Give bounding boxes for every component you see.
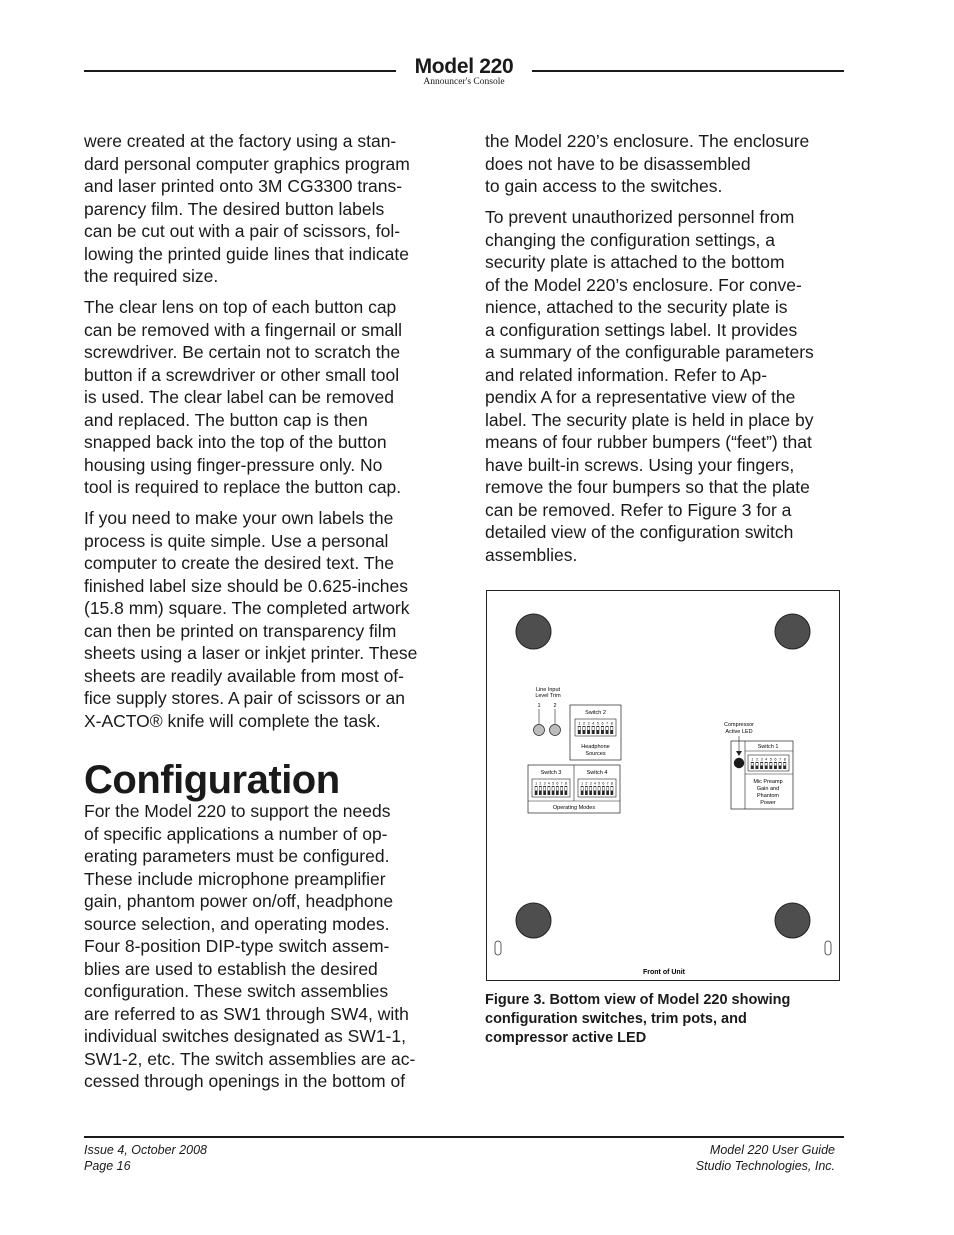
footer-right [696,1143,835,1174]
dip-toggle-knob [611,787,613,791]
dip-position-number: 5 [596,721,599,726]
dip-position-number: 2 [539,781,542,786]
dip-position-number: 1 [535,781,538,786]
dip-toggle-knob [607,787,609,791]
body-paragraph: To prevent unauthorized personnel from changing the configuration settings, a security plate is attached to the bottom of the Model 220’s enclosure. For conve- nience, attached to the security plate is a configuration settings label. It provides a summary of the configurable parameters and related information. Refer to Ap- pendix A for a representative view of the label. The security plate is held in place by means of four rubber bumpers (“feet”) that have built-in screws. Using your fingers, remove the four bumpers so that the plate can be removed. Refer to Figure 3 for a detailed view of the configuration switch assemblies. [485,207,814,565]
dip-position-number: 7 [560,781,563,786]
switch-1-caption-3: Phantom [756,793,780,799]
dip-position-number: 1 [578,721,581,726]
dip-toggle-knob [761,763,763,766]
dip-toggle-knob [548,787,550,791]
dip-toggle-knob [784,763,786,766]
footer-rule [84,1136,844,1138]
dip-toggle-knob [770,763,772,766]
dip-position-number: 4 [547,781,550,786]
dip-position-number: 4 [592,721,595,726]
dip-position-number: 5 [598,781,601,786]
dip-position-number: 2 [582,721,585,726]
footer-guide-title: Model 220 User Guide [709,1143,835,1157]
dip-position-number: 8 [610,721,613,726]
footer-issue: Issue 4, October 2008 [84,1143,207,1157]
dip-toggle-knob [592,727,594,730]
compressor-label-2: Active LED [725,729,753,735]
dip-toggle-knob [774,763,776,766]
dip-toggle-knob [590,787,592,791]
switch-2-caption-1: Headphone [581,744,610,750]
dip-toggle-knob [581,787,583,791]
switch-1-caption-1: Mic Preamp [753,779,783,785]
dip-toggle-knob [601,727,603,730]
line-input-label-1: Line Input [535,687,561,693]
dip-toggle-knob [611,727,613,730]
footer-company: Studio Technologies, Inc. [695,1158,835,1173]
compressor-active-led [734,758,744,768]
dip-position-number: 2 [755,757,758,762]
dip-position-number: 6 [602,781,605,786]
switch-1-caption-2: Gain and [756,786,780,792]
section-heading: Configuration [84,758,340,802]
dip-toggle-knob [552,787,554,791]
compressor-label-1: Compressor [724,722,754,728]
dip-toggle-knob [535,787,537,791]
dip-position-number: 3 [760,757,763,762]
dip-position-number: 6 [556,781,559,786]
dip-toggle-knob [565,787,567,791]
dip-position-number: 6 [601,721,604,726]
left-column [84,130,444,1101]
dip-toggle-knob [585,787,587,791]
dip-toggle-knob [561,787,563,791]
slot-hole-left [495,941,501,955]
dip-position-number: 6 [774,757,777,762]
slot-hole-right [825,941,831,955]
dip-position-number: 5 [769,757,772,762]
switch-2-assembly [570,705,621,760]
dip-position-number: 4 [765,757,768,762]
dip-position-number: 7 [779,757,782,762]
trim-number-1: 1 [537,703,541,709]
dip-position-number: 4 [593,781,596,786]
trim-pot-2 [550,725,561,736]
operating-modes-label: Operating Modes [552,805,596,811]
dip-toggle-knob [588,727,590,730]
dip-toggle-knob [594,787,596,791]
switch-3-4-assembly [528,765,620,813]
body-paragraph: For the Model 220 to support the needs of specific applications a number of op- erating parameters must be configured. These include microphone preamplifier gain, phantom power on/off, headphone source selection, and operating modes. Four 8-position DIP-type switch assem- blies are used to establish the desired configuration. These switch assemblies are referred to as SW1 through SW4, with individual switches designated as SW1-1, SW1-2, etc. The switch assemblies are ac- cessed through openings in the bottom of [84,801,416,1091]
figure-bottom-view [486,590,840,981]
rubber-bumper-top-right [775,614,810,649]
body-paragraph: If you need to make your own labels the process is quite simple. Use a personal computer to create the desired text. The finished label size should be 0.625-inches (15.8 mm) square. The completed artwork can then be printed on transparency film sheets using a laser or inkjet printer. These sheets are readily available from most of- fice supply stores. A pair of scissors or an X-ACTO® knife will complete the task. [84,508,418,731]
figure-diagram [487,591,841,982]
right-column [485,130,847,575]
dip-toggle-knob [556,787,558,791]
dip-toggle-knob [578,727,580,730]
body-paragraph: the Model 220’s enclosure. The enclosure does not have to be disassembled to gain access to the switches. [485,131,810,196]
dip-position-number: 5 [552,781,555,786]
footer-left [84,1143,207,1174]
dip-position-number: 7 [606,781,609,786]
brand-logo [404,56,524,87]
front-of-unit-label: Front of Unit [643,969,685,976]
dip-toggle-knob [539,787,541,791]
dip-toggle-knob [602,787,604,791]
dip-toggle-knob [544,787,546,791]
trim-pot-1 [534,725,545,736]
line-input-label-2: Level Trim [535,693,561,699]
figure-caption: Figure 3. Bottom view of Model 220 showing configuration switches, trim pots, and compressor active LED [485,992,791,1046]
body-paragraph: The clear lens on top of each button cap can be removed with a fingernail or small screwdriver. Be certain not to scratch the button if a screwdriver or other small tool is used. The clear label can be removed and replaced. The button cap is then snapped back into the top of the button housing using finger-pressure only. No tool is required to replace the button cap. [84,297,403,497]
switch-1-title: Switch 1 [757,744,779,750]
switch-2-caption-2: Sources [585,751,606,757]
brand-subtitle: Announcer's Console [423,77,505,87]
dip-toggle-knob [598,787,600,791]
switch-1-caption-4: Power [760,800,776,806]
header-rule-left [84,70,396,72]
dip-toggle-knob [751,763,753,766]
header-rule-right [532,70,844,72]
body-paragraph: were created at the factory using a stan- dard personal computer graphics program and laser printed onto 3M CG3300 trans- parency film. The desired button labels can be cut out with a pair of scissors, fol- lowing the printed guide lines that indicate the required size. [84,131,410,286]
dip-toggle-knob [597,727,599,730]
footer-page-number: Page 16 [84,1158,131,1173]
dip-position-number: 3 [587,721,590,726]
dip-toggle-knob [756,763,758,766]
dip-position-number: 3 [543,781,546,786]
dip-position-number: 8 [564,781,567,786]
dip-position-number: 1 [751,757,754,762]
switch-4-title: Switch 4 [586,770,608,776]
dip-toggle-knob [779,763,781,766]
dip-position-number: 8 [610,781,613,786]
dip-position-number: 3 [589,781,592,786]
dip-toggle-knob [765,763,767,766]
dip-toggle-knob [606,727,608,730]
rubber-bumper-bottom-left [516,903,551,938]
switch-2-title: Switch 2 [585,710,606,716]
trim-number-2: 2 [553,703,557,709]
dip-position-number: 7 [606,721,609,726]
rubber-bumper-bottom-right [775,903,810,938]
dip-position-number: 2 [585,781,588,786]
switch-3-title: Switch 3 [540,770,562,776]
dip-position-number: 1 [581,781,584,786]
rubber-bumper-top-left [516,614,551,649]
dip-toggle-knob [583,727,585,730]
brand-name: Model 220 [414,55,514,78]
dip-position-number: 8 [783,757,786,762]
